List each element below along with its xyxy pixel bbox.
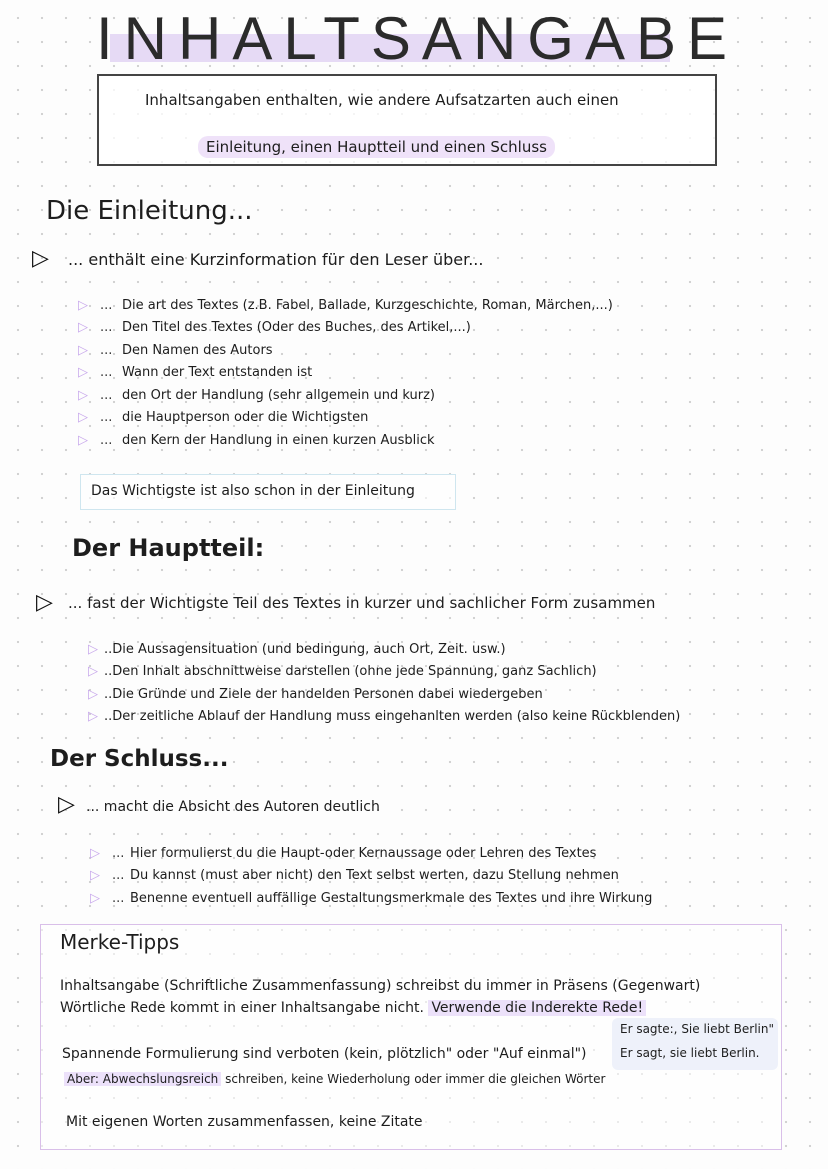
arrow-icon: ▷	[58, 792, 75, 817]
merke-line-2	[60, 1000, 646, 1016]
list-item: ▷ ... Wann der Text entstanden ist	[78, 365, 313, 381]
list-item: ▷ ... Benenne eventuell auffällige Gestaltungsmerkmale des Textes und ihre Wirkung	[90, 890, 653, 906]
triangle-icon: ▷	[88, 664, 98, 680]
list-item: ▷ ... den Ort der Handlung (sehr allgemein und kurz)	[78, 387, 435, 403]
triangle-icon: ▷	[78, 387, 88, 403]
merke-line-1: Inhaltsangabe (Schriftliche Zusammenfassung) schreibst du immer in Präsens (Gegenwart)	[60, 978, 701, 994]
intro-line-2-text: Einleitung, einen Hauptteil und einen Schluss	[198, 136, 555, 158]
page-title: INHALTSANGABE	[96, 5, 739, 72]
intro-line-2	[198, 138, 555, 156]
arrow-icon: ▷	[36, 590, 53, 615]
example-direct-speech: Er sagte:, Sie liebt Berlin"	[620, 1022, 774, 1036]
list-item: ▷ ..Der zeitliche Ablauf der Handlung muss eingehanlten werden (also keine Rückblenden)	[88, 709, 681, 725]
merke-line-4	[64, 1072, 605, 1086]
list-item: ▷ ... die Hauptperson oder die Wichtigsten	[78, 410, 369, 426]
list-item: ▷ ..Den Inhalt abschnittweise darstellen (ohne jede Spannung, ganz Sachlich)	[88, 664, 597, 680]
list-item: ▷ ... Die art des Textes (z.B. Fabel, Ballade, Kurzgeschichte, Roman, Märchen,...)	[78, 297, 613, 313]
triangle-icon: ▷	[90, 868, 100, 884]
list-item: ▷ ..Die Gründe und Ziele der handelden Personen dabei wiedergeben	[88, 686, 543, 702]
hauptteil-list	[88, 638, 680, 728]
merke-line-3: Spannende Formulierung sind verboten (kein, plötzlich" oder "Auf einmal")	[62, 1046, 587, 1062]
list-item: ▷ ..Die Aussagensituation (und bedingung, auch Ort, Zeit. usw.)	[88, 641, 506, 657]
triangle-icon: ▷	[88, 686, 98, 702]
schluss-list	[90, 842, 652, 910]
triangle-icon: ▷	[90, 845, 100, 861]
merke-line-2a: Wörtliche Rede kommt in einer Inhaltsangabe nicht.	[60, 1000, 424, 1016]
merke-line-5: Mit eigenen Worten zusammenfassen, keine Zitate	[66, 1114, 423, 1130]
triangle-icon: ▷	[90, 890, 100, 906]
list-item: ▷ ... Hier formulierst du die Haupt-oder Kernaussage oder Lehren des Textes	[90, 845, 597, 861]
merke-title: Merke-Tipps	[60, 930, 180, 954]
triangle-icon: ▷	[78, 410, 88, 426]
heading-schluss: Der Schluss...	[50, 746, 229, 772]
triangle-icon: ▷	[78, 320, 88, 336]
list-item: ▷ ... den Kern der Handlung in einen kurzen Ausblick	[78, 432, 435, 448]
merke-line-2b: Verwende die Inderekte Rede!	[428, 1000, 646, 1016]
example-indirect-speech: Er sagt, sie liebt Berlin.	[620, 1046, 760, 1060]
heading-hauptteil: Der Hauptteil:	[72, 534, 265, 562]
triangle-icon: ▷	[78, 365, 88, 381]
hauptteil-lead: ... fast der Wichtigste Teil des Textes in kurzer und sachlicher Form zusammen	[68, 594, 656, 612]
list-item: ▷ ... Den Namen des Autors	[78, 342, 273, 358]
list-item: ▷ ... Den Titel des Textes (Oder des Buches, des Artikel,...)	[78, 320, 471, 336]
list-item: ▷ ... Du kannst (must aber nicht) den Text selbst werten, dazu Stellung nehmen	[90, 868, 619, 884]
einleitung-note: Das Wichtigste ist also schon in der Einleitung	[80, 474, 456, 510]
einleitung-lead: ... enthält eine Kurzinformation für den Leser über...	[68, 250, 484, 269]
arrow-icon: ▷	[32, 246, 49, 271]
intro-line-1: Inhaltsangaben enthalten, wie andere Aufsatzarten auch einen	[145, 91, 619, 109]
triangle-icon: ▷	[78, 342, 88, 358]
einleitung-list	[78, 294, 613, 452]
merke-line-4a: Aber: Abwechslungsreich	[64, 1072, 221, 1086]
triangle-icon: ▷	[78, 297, 88, 313]
triangle-icon: ▷	[78, 432, 88, 448]
triangle-icon: ▷	[88, 709, 98, 725]
schluss-lead: ... macht die Absicht des Autoren deutlich	[86, 799, 380, 815]
merke-line-4b: schreiben, keine Wiederholung oder immer die gleichen Wörter	[225, 1072, 606, 1086]
heading-einleitung: Die Einleitung...	[46, 196, 253, 226]
triangle-icon: ▷	[88, 641, 98, 657]
